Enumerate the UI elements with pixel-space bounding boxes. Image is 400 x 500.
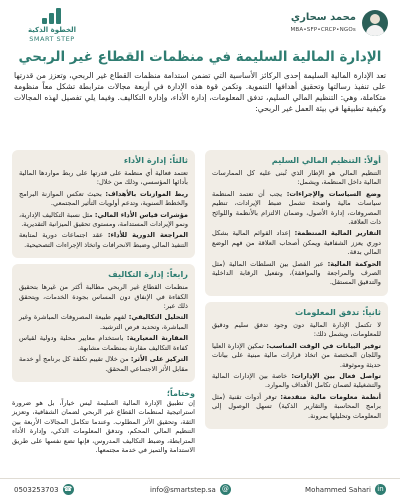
list-item: تواصل فعال بين الإدارات: خاصة بين الإدارات المالية والتشغيلية لضمان تكامل الأهداف والموارد. xyxy=(212,371,381,390)
list-item: ربط الموازنات بالأهداف: بحيث تعكس الموازنة البرامج والخطط السنوية، وتدعم أولويات التأثير المجتمعي. xyxy=(19,189,188,208)
section-heading: ثانياً: تدفق المعلومات xyxy=(295,306,381,317)
conclusion xyxy=(12,388,195,455)
author-name: محمد سحاري xyxy=(290,12,356,23)
list-item: التقارير المالية المنتظمة: إعداد القوائم المالية بشكل دوري يعزز الشفافية ويمكن أصحاب العلاقة من فهم الوضع المالي بدقة. xyxy=(212,229,381,257)
email-icon: @ xyxy=(221,485,229,493)
right-column xyxy=(205,150,388,435)
linkedin-icon: in xyxy=(375,484,386,495)
list-item: مؤشرات قياس الأداء المالي: مثل نسبة التكاليف الإدارية، ونمو الإيرادات المستدامة، ومستوى تحقيق الميزانية التقديرية. xyxy=(19,210,188,229)
intro-paragraph: تعد الإدارة المالية السليمة إحدى الركائز الأساسية التي تضمن استدامة منظمات القطاع غير الربحي، وتعزز من قدرتها على تنفيذ رسالتها وتحقيق أهدافها التنموية. وتكمن قوة هذه الإدارة في أربعة مجالات مترابطة تشكل معاً منظومة متكاملة، وهي: التنظيم المالي السليم، تدفق المعلومات، إدارة الأداء، وإدارة التكاليف. وفيما يلي تفصيل لهذه المجالات وكيفية تطبيقها في بيئة العمل غير الربحي: xyxy=(14,71,386,113)
section-lead: تعتمد فعالية أي منظمة على قدرتها على ربط مواردها المالية بأدائها المؤسسي، وذلك من خلال: xyxy=(19,169,188,187)
list-item: الحوكمة المالية: عبر الفصل بين السلطات المالية (مثل الصرف والمراجعة والموافقة)، وتفعيل الرقابة الداخلية والتدقيق المستقل. xyxy=(212,259,381,287)
section-cost-management xyxy=(12,264,195,382)
list-item: وضع السياسات والإجراءات: يجب أن تعتمد المنظمة سياسات مالية واضحة تشمل ضبط الإيرادات، تنظيم المصروفات، إدارة الأصول، وضمان الالتزام بالأنظمة واللوائح ذات العلاقة. xyxy=(212,189,381,227)
section-performance-management xyxy=(12,150,195,258)
left-column xyxy=(12,150,195,455)
list-item: توفير البيانات في الوقت المناسب: تمكين الإدارة العليا واللجان المختصة من اتخاذ قرارات مالية مبنية على بيانات حديثة وموثوقة. xyxy=(212,341,381,369)
footer-email[interactable] xyxy=(150,484,231,495)
footer-linkedin[interactable] xyxy=(305,484,386,495)
section-lead: التنظيم المالي هو الإطار الذي تُبنى عليه كل الممارسات المالية داخل المنظمة، ويشمل: xyxy=(212,169,381,187)
conclusion-heading: وختاماً؛ xyxy=(166,388,195,398)
list-item: التركيز على الأثر: من خلال تقييم تكلفة كل برنامج أو خدمة مقابل الأثر الاجتماعي المحقق. xyxy=(19,355,188,373)
author-credentials: MBA•SFP•CRCP•NGOs xyxy=(290,27,356,33)
list-item: أنظمة معلومات مالية متقدمة: توفر أدوات تقنية (مثل برامج المحاسبة والتقارير الذكية) تسهل الوصول إلى المعلومات وتحليلها بمرونة. xyxy=(212,392,381,420)
list-item: المراجعة الدورية للأداء: عقد اجتماعات دورية لمتابعة التنفيذ المالي وضبط الانحرافات واتخاذ الإجراءات التصحيحية. xyxy=(19,231,188,249)
section-information-flow xyxy=(205,302,388,429)
linkedin-name: Mohammed Sahari xyxy=(305,485,371,494)
phone-number: 0503253703 xyxy=(14,485,59,494)
page-title: الإدارة المالية السليمة في منظمات القطاع غير الربحي xyxy=(18,49,382,65)
brand-name-en: SMART STEP xyxy=(29,35,75,43)
footer xyxy=(0,478,400,500)
smart-step-logo xyxy=(12,8,92,44)
author-badge xyxy=(278,10,388,44)
section-financial-organization xyxy=(205,150,388,296)
conclusion-text: إن تطبيق الإدارة المالية السليمة ليس خياراً، بل هو ضرورة استراتيجية لمنظمات القطاع غير الربحي لضمان الشفافية، وتعزيز الثقة، وتحقيق الأثر المطلوب. وعندما تتكامل المجالات الأربعة بين التنظيم المالي المحكم، وتدفق المعلومات الذكي، وإدارة الأداء المترابطة، وضبط التكاليف المدروس، فإنها تضع نفسها على طريق الاستدامة والتميز في خدمة مجتمعها. xyxy=(12,398,195,454)
section-heading: رابعاً: إدارة التكاليف xyxy=(108,269,188,280)
avatar xyxy=(362,10,388,36)
section-heading: ثالثاً: إدارة الأداء xyxy=(123,155,188,165)
brand-name-ar: الخطوة الذكية xyxy=(27,26,77,34)
steps-logo-icon xyxy=(40,8,64,24)
header xyxy=(8,8,392,46)
list-item: المقارنة المعيارية: باستخدام معايير محلية ودولية لقياس كفاءة التكاليف مقارنة بمنظمات مشابهة. xyxy=(19,334,188,352)
email-address: info@smartstep.sa xyxy=(150,485,216,494)
section-lead: منظمات القطاع غير الربحي مطالبة أكثر من غيرها بتحقيق الكفاءة في الإنفاق دون المساس بجودة الخدمات، ويتحقق ذلك عبر: xyxy=(19,283,188,311)
list-item: التحليل التكاليفي: لفهم طبيعة المصروفات المباشرة وغير المباشرة، وتحديد فرص الترشيد. xyxy=(19,313,188,331)
section-heading: أولاً: التنظيم المالي السليم xyxy=(271,155,381,165)
section-lead: لا تكتمل الإدارة المالية دون وجود تدفق سليم ودقيق للمعلومات، ويشمل ذلك: xyxy=(212,320,381,339)
footer-phone[interactable] xyxy=(14,484,74,495)
phone-icon: ☎ xyxy=(63,485,73,493)
